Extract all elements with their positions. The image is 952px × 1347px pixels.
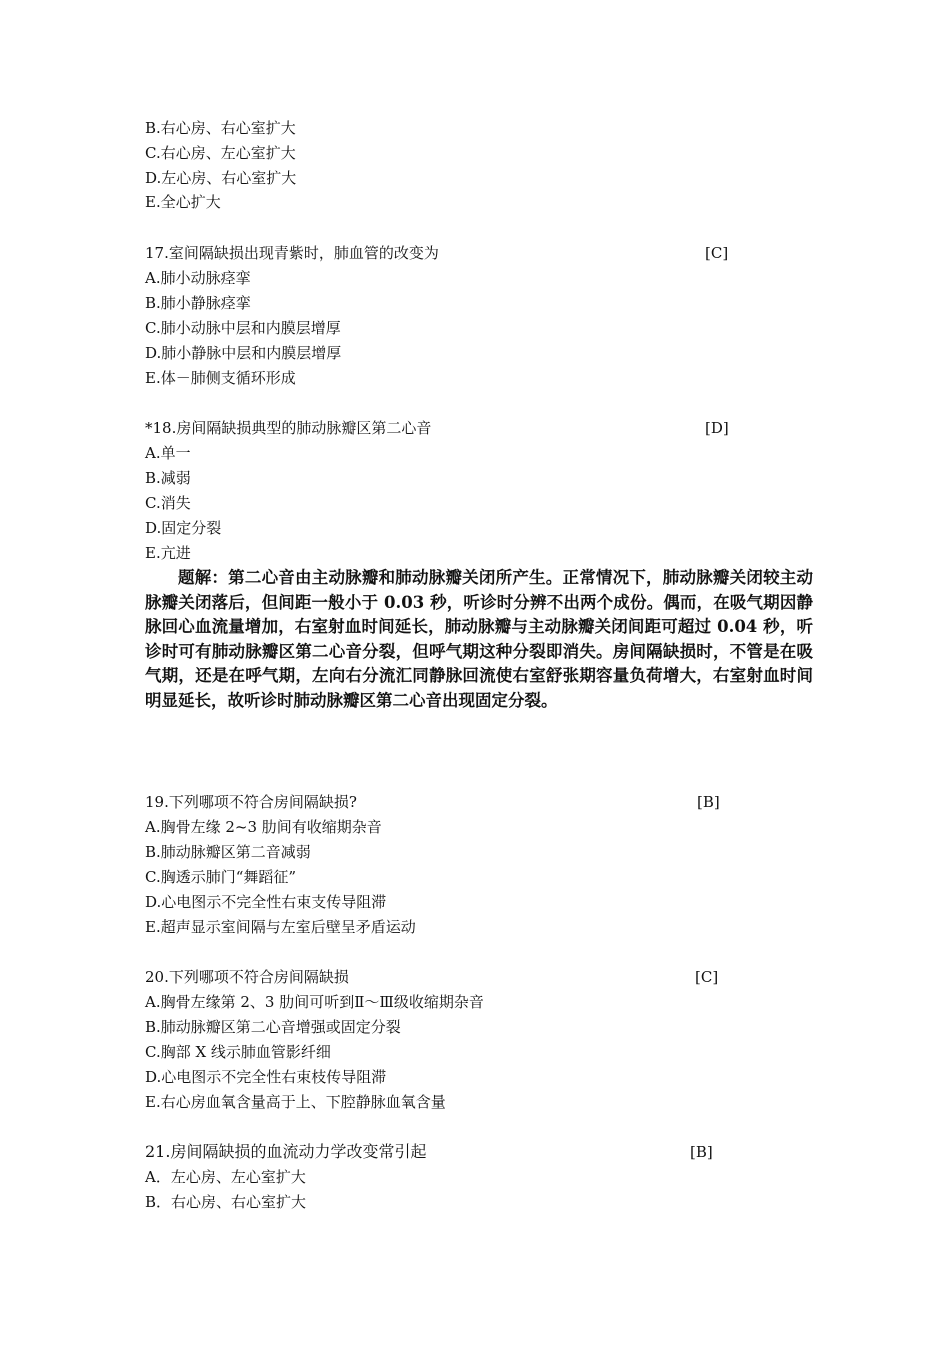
q21-option-a: A．左心房、左心室扩大 bbox=[145, 1168, 306, 1186]
q18-option-c: C.消失 bbox=[145, 494, 191, 512]
q21-answer: [B] bbox=[690, 1143, 713, 1161]
q17-option-b: B.肺小静脉痉挛 bbox=[145, 294, 251, 312]
q18-answer: [D] bbox=[705, 419, 729, 437]
q17-answer: [C] bbox=[705, 244, 729, 262]
q18-option-a: A.单一 bbox=[145, 444, 191, 462]
q19-option-d: D.心电图示不完全性右束支传导阻滞 bbox=[145, 893, 387, 911]
q18-option-e: E.亢进 bbox=[145, 544, 191, 562]
q20-option-a: A.胸骨左缘第 2、3 肋间可听到Ⅱ～Ⅲ级收缩期杂音 bbox=[145, 993, 484, 1011]
q20-option-e: E.右心房血氧含量高于上、下腔静脉血氧含量 bbox=[145, 1093, 446, 1111]
q18-stem: *18.房间隔缺损典型的肺动脉瓣区第二心音 bbox=[145, 419, 432, 437]
q17-option-a: A.肺小动脉痉挛 bbox=[145, 269, 251, 287]
q19-option-c: C.胸透示肺门“舞蹈征” bbox=[145, 868, 297, 886]
q17-stem: 17.室间隔缺损出现青紫时，肺血管的改变为 bbox=[145, 244, 439, 262]
q21-stem: 21.房间隔缺损的血流动力学改变常引起 bbox=[145, 1142, 427, 1161]
q16-option-c: C.右心房、左心室扩大 bbox=[145, 144, 296, 162]
q20-option-c: C.胸部 X 线示肺血管影纤细 bbox=[145, 1043, 331, 1061]
q21-option-b: B．右心房、右心室扩大 bbox=[145, 1193, 307, 1211]
q18-option-b: B.减弱 bbox=[145, 469, 191, 487]
q17-option-d: D.肺小静脉中层和内膜层增厚 bbox=[145, 344, 342, 362]
q20-option-d: D.心电图示不完全性右束枝传导阻滞 bbox=[145, 1068, 387, 1086]
q20-answer: [C] bbox=[695, 968, 719, 986]
q18-explanation: 题解：第二心音由主动脉瓣和肺动脉瓣关闭所产生。正常情况下，肺动脉瓣关闭较主动脉瓣关闭落后，但间距一般小于 0.03 秒，听诊时分辨不出两个成份。偶而，在吸气期因静脉回心血流量增加，右室射血时间延长，肺动脉瓣与主动脉瓣关闭间距可超过 0.04 秒，听诊时可有肺动脉瓣区第二心音分裂，但呼气期这种分裂即消失。房间隔缺损时，不管是在吸气期，还是在呼气期，左向右分流汇同静脉回流使右室舒张期容量负荷增大，右室射血时间明显延长，故听诊时肺动脉瓣区第二心音出现固定分裂。 bbox=[145, 568, 813, 710]
q19-answer: [B] bbox=[697, 793, 720, 811]
q16-option-b: B.右心房、右心室扩大 bbox=[145, 119, 296, 137]
q16-option-e: E.全心扩大 bbox=[145, 193, 221, 211]
q18-option-d: D.固定分裂 bbox=[145, 519, 222, 537]
q19-option-b: B.肺动脉瓣区第二音减弱 bbox=[145, 843, 311, 861]
q17-option-e: E.体－肺侧支循环形成 bbox=[145, 369, 296, 387]
q20-option-b: B.肺动脉瓣区第二心音增强或固定分裂 bbox=[145, 1018, 401, 1036]
q19-option-e: E.超声显示室间隔与左室后壁呈矛盾运动 bbox=[145, 918, 416, 936]
q19-stem: 19.下列哪项不符合房间隔缺损? bbox=[145, 793, 357, 811]
q20-stem: 20.下列哪项不符合房间隔缺损 bbox=[145, 968, 349, 986]
q16-option-d: D.左心房、右心室扩大 bbox=[145, 169, 297, 187]
q19-option-a: A.胸骨左缘 2~3 肋间有收缩期杂音 bbox=[145, 818, 382, 836]
q17-option-c: C.肺小动脉中层和内膜层增厚 bbox=[145, 319, 341, 337]
